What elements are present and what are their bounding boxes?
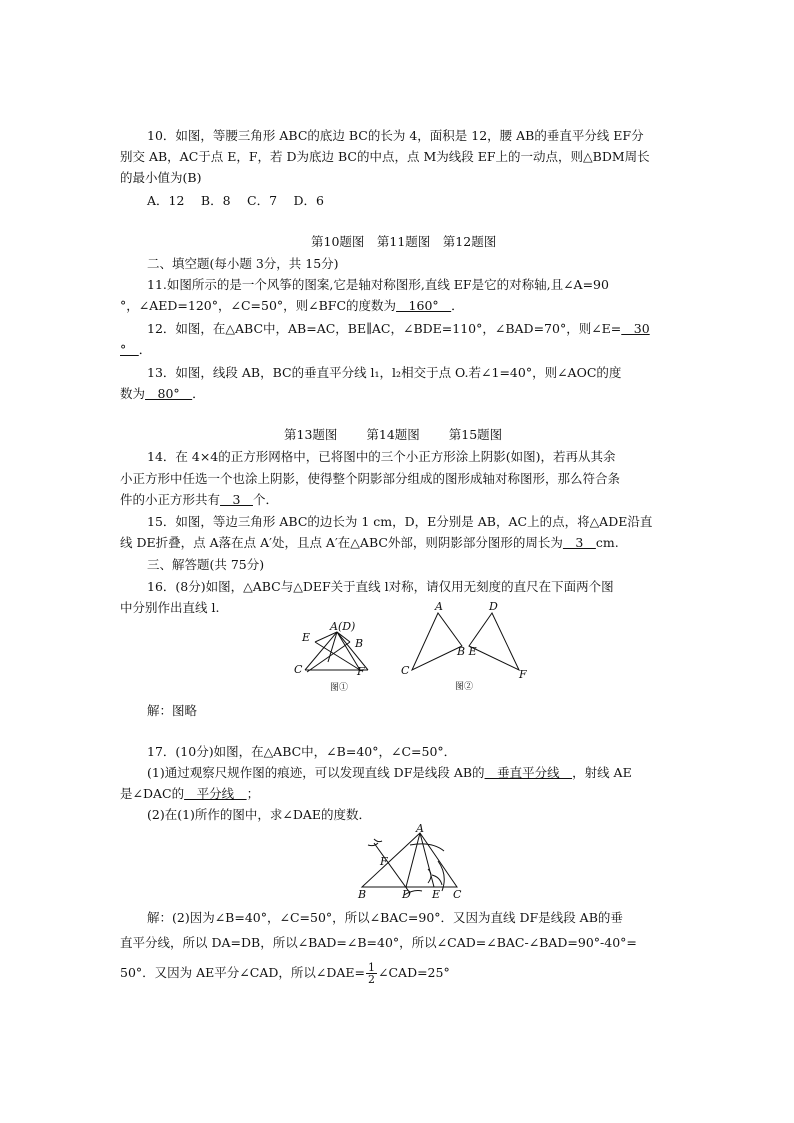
f3-label-e: E (432, 888, 441, 901)
f2-label-d: D (489, 600, 498, 613)
q11-answer: 160° (396, 298, 452, 313)
q15-line1: 15．如图，等边三角形 ABC的边长为 1 cm，D，E分别是 AB，AC上的点，将△ADE沿直 (147, 514, 653, 529)
figure-3-construction (350, 822, 480, 901)
q16-line1: 16．(8分)如图，△ABC与△DEF关于直线 l对称，请仅用无刻度的直尺在下面两个图 (147, 579, 614, 594)
figure-2-caption: 图② (455, 682, 474, 692)
fraction-denominator: 2 (368, 973, 375, 986)
q14-line1: 14．在 4×4的正方形网格中，已将图中的三个小正方形涂上阴影(如图)，若再从其余 (147, 449, 616, 464)
figure-1-caption: 图① (330, 683, 349, 693)
q10-line1: 10．如图，等腰三角形 ABC的底边 BC的长为 4，面积是 12，腰 AB的垂直平分线 EF分 (147, 128, 644, 143)
q12-end: ． (138, 342, 152, 357)
q11-text: °，∠AED=120°，∠C=50°，则∠BFC的度数为 (120, 298, 397, 313)
q17-text-d: ； (246, 786, 260, 801)
q16-line2: 中分别作出直线 l. (120, 600, 220, 615)
q13-end: ． (192, 386, 205, 401)
q17-line1: 17．(10分)如图，在△ABC中，∠B=40°，∠C=50°． (147, 744, 457, 759)
f1-label-f: F (357, 665, 365, 678)
q12-answer-part2: ° (120, 342, 139, 357)
figure-captions-1: 第10题图 第11题图 第12题图 (311, 234, 497, 249)
q14-line3 (120, 492, 278, 508)
f3-label-d: D (402, 888, 411, 901)
q13-text: 数为 (120, 386, 146, 401)
fraction-numerator: 1 (368, 961, 375, 974)
q15-line2 (120, 535, 619, 551)
fraction-one-half (366, 962, 377, 985)
f1-label-ad: A(D) (330, 620, 356, 633)
q17-answer-1: 垂直平分线 (484, 765, 573, 780)
q11-line1: 11.如图所示的是一个风筝的图案,它是轴对称图形,直线 EF是它的对称轴,且∠A=90 (147, 277, 609, 292)
f2-label-f: F (519, 668, 527, 681)
q14-text: 件的小正方形共有 (120, 492, 221, 507)
q16-answer: 解：图略 (147, 703, 198, 718)
q11-end: ． (451, 298, 464, 313)
q12-answer-part1: 30 (621, 321, 650, 336)
q15-answer: 3 (562, 535, 596, 550)
section-3-heading: 三、解答题(共 75分) (147, 557, 265, 572)
q11-line2 (120, 298, 464, 314)
q17-solution-line2: 直平分线，所以 DA=DB，所以∠BAD=∠B=40°，所以∠CAD=∠BAC-∠BAD=90°-40°= (120, 935, 637, 950)
q10-options: A．12 B．8 C．7 D．6 (147, 193, 324, 208)
q13-line1: 13．如图，线段 AB，BC的垂直平分线 l₁，l₂相交于点 O.若∠1=40°，则∠AOC的度 (147, 365, 622, 380)
figure-1-triangles (280, 620, 400, 700)
f1-label-c: C (294, 663, 303, 676)
q17-solution-line3 (120, 962, 450, 985)
q17-sol-text-b: ∠CAD=25° (378, 965, 450, 980)
q17-answer-2: 平分线 (184, 786, 247, 801)
q17-text-b: ，射线 AE (572, 765, 632, 780)
q13-answer: 80° (145, 386, 193, 401)
section-2-heading: 二、填空题(每小题 3分，共 15分) (147, 256, 339, 271)
f3-label-c: C (453, 888, 462, 901)
q12-line2 (120, 342, 151, 358)
f3-label-a: A (416, 822, 424, 835)
q14-end: 个． (252, 492, 278, 507)
q17-line4: (2)在(1)所作的图中，求∠DAE的度数． (147, 807, 372, 822)
f1-label-e: E (302, 631, 311, 644)
q12-text: 12．如图，在△ABC中，AB=AC，BE∥AC，∠BDE=110°，∠BAD=70°，则∠E= (147, 321, 622, 336)
q17-solution-line1: 解：(2)因为∠B=40°，∠C=50°，所以∠BAC=90°．又因为直线 DF是线段 AB的垂 (147, 910, 623, 925)
f1-label-b: B (355, 637, 364, 650)
f3-label-b: B (358, 888, 367, 901)
q15-text: 线 DE折叠，点 A落在点 A′处，且点 A′在△ABC外部，则阴影部分图形的周长为 (120, 535, 563, 550)
q17-sol-text-a: 50°．又因为 AE平分∠CAD，所以∠DAE= (120, 965, 365, 980)
f3-label-f: F (380, 855, 388, 868)
q12-line1 (147, 321, 650, 337)
q17-line3 (120, 786, 259, 802)
figure-captions-2: 第13题图 第14题图 第15题图 (284, 427, 503, 442)
q10-line3: 的最小值为(B) (120, 170, 202, 185)
q13-line2 (120, 386, 205, 402)
f2-label-c: C (401, 664, 410, 677)
q14-line2: 小正方形中任选一个也涂上阴影，使得整个阴影部分组成的图形成轴对称图形，那么符合条 (120, 471, 621, 486)
figure-2-triangles (395, 600, 545, 700)
q15-end: cm. (595, 535, 619, 550)
q17-line2 (147, 765, 632, 781)
q17-text-c: 是∠DAC的 (120, 786, 185, 801)
q10-line2: 别交 AB，AC于点 E，F，若 D为底边 BC的中点，点 M为线段 EF上的一动点，则△BDM周长 (120, 149, 650, 164)
q14-answer: 3 (220, 492, 253, 507)
q17-text-a: (1)通过观察尺规作图的痕迹，可以发现直线 DF是线段 AB的 (147, 765, 485, 780)
f2-label-be: B E (457, 645, 477, 658)
f2-label-a: A (435, 600, 443, 613)
